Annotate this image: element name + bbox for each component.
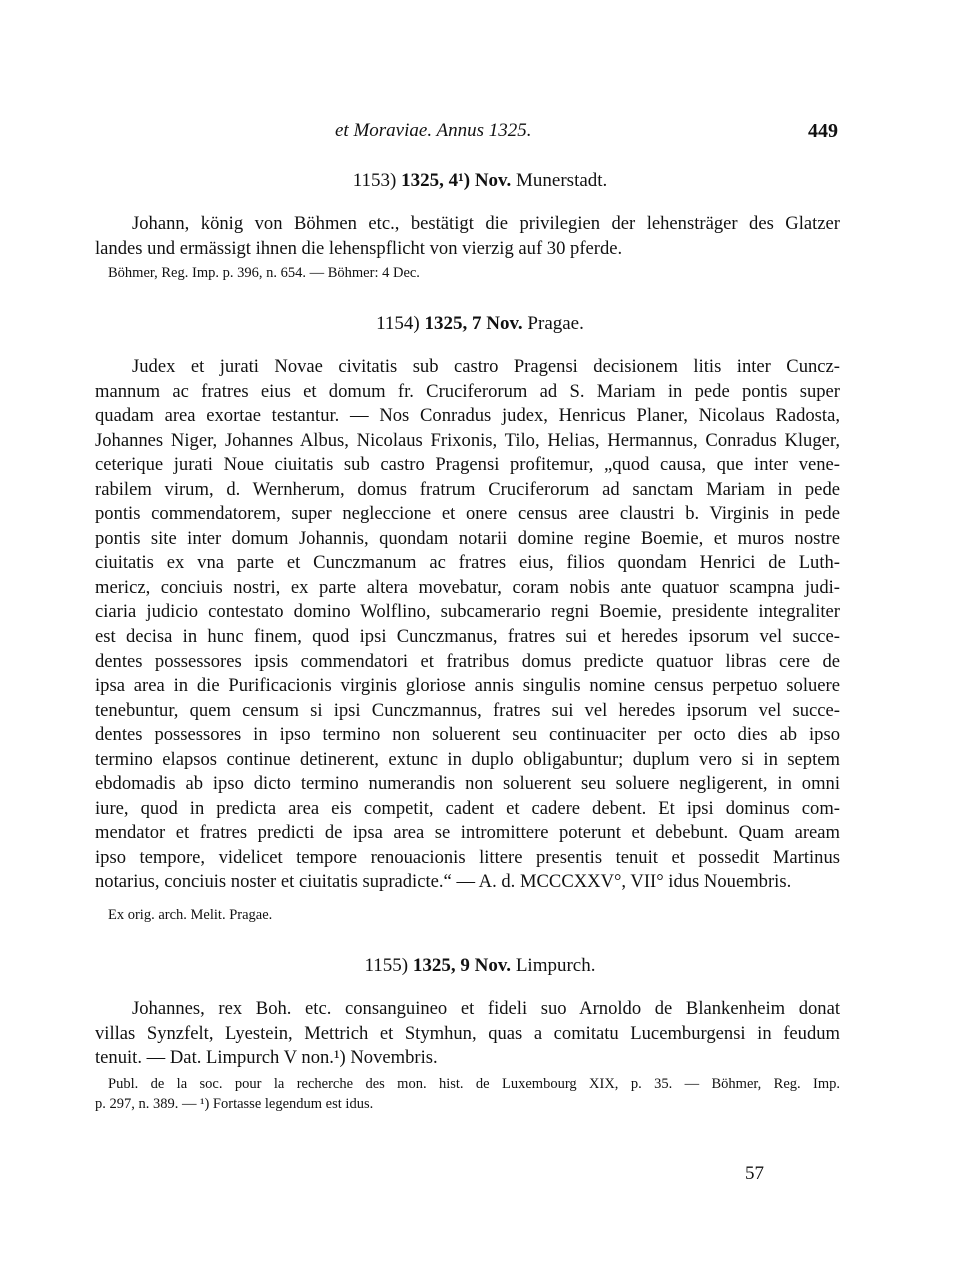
page-header <box>0 120 960 150</box>
text-line: est decisa in hunc finem, quod ipsi Cunczmanus, fratres sui et heredes ipsorum vel succe- <box>95 626 840 648</box>
text-line: Judex et jurati Novae civitatis sub castro Pragensi decisionem litis inter Cuncz- <box>132 356 840 377</box>
text-line: pontis site inter domum Johannis, quondam notarii domine regine Boemie, et muros nostre <box>95 527 840 549</box>
entry-date: 1325, 7 Nov. <box>424 313 523 334</box>
page-number: 449 <box>808 120 838 142</box>
text-line: tenebuntur, quem censum si ipsi Cunczmannus, fratres sui vel heredes ipsorum vel succe- <box>95 699 840 721</box>
text-line: tenuit. — Dat. Limpurch V non.¹) Novembris. <box>95 1047 438 1069</box>
entry-note-1154 <box>95 905 840 925</box>
text-line: quadam area exortae testantur. — Nos Conradus judex, Henricus Planer, Nicolaus Radosta, <box>95 405 840 427</box>
text-line: dentes possessores in ipso termino non soluerent seu continuaciter per octo dies ab ipso <box>95 724 840 746</box>
entry-number: 1155) <box>364 955 409 976</box>
text-line: pontis commendatorem, super negleccione et onere census aree claustri b. Virginis in pede <box>95 503 840 525</box>
entry-text-1153 <box>95 212 840 261</box>
entry-heading-1154 <box>0 313 960 335</box>
text-line: termino elapsos continue detinerent, extunc in duplo obligabuntur; duplum vero si in septem <box>95 748 840 770</box>
text-line: notarius, conciuis noster et ciuitatis supradicte.“ — A. d. MCCCXXV°, VII° idus Nouembris. <box>95 871 792 893</box>
text-line: dentes possessores ipsis commendatori et fratribus domus predicte quatuor libras cere de <box>95 650 840 672</box>
text-line: mannum ac fratres eius et domum fr. Cruciferorum ad S. Mariam in pede pontis super <box>95 380 840 402</box>
text-line: mericz, conciuis nostri, ex parte altera movebatur, coram nobis ante quatuor scampna judi- <box>95 576 840 598</box>
text-line: ebdomadis ab ipso dicto termino numerandis non soluerent seu soluere negligerent, in omni <box>95 773 840 795</box>
entry-number: 1153) <box>352 170 397 191</box>
signature-number: 57 <box>745 1163 764 1184</box>
text-line: ipso tempore, videlicet tempore renouacionis littere presentis tenuit et possedit Martinus <box>95 846 840 868</box>
running-title: et Moraviae. Annus 1325. <box>335 120 532 141</box>
entry-heading-1155 <box>0 955 960 977</box>
text-line: ciaria judicio contestato domino Wolflino, subcamerario regni Boemie, presidente integraliter <box>95 601 840 623</box>
note-line: Ex orig. arch. Melit. Pragae. <box>108 907 273 923</box>
text-line: ipsa area in die Purificacionis virginis gloriose annis singulis nomine census perpetuo soluere <box>95 675 840 697</box>
text-line: Johannes Niger, Johannes Albus, Nicolaus Frixonis, Tilo, Helias, Hermannus, Conradus Kluger, <box>95 429 840 451</box>
text-line: iure, quod in predicta area eis competit, cadent et cadere debent. Et ipsi dominus com- <box>95 797 840 819</box>
entry-place: Pragae. <box>527 313 584 334</box>
note-line: Böhmer, Reg. Imp. p. 396, n. 654. — Böhmer: 4 Dec. <box>108 265 420 281</box>
entry-text-1154 <box>95 355 840 895</box>
text-line: ciuitatis ex vna parte et Cunczmanum ac fratres eius, filios quondam Henrici de Luth- <box>95 552 840 574</box>
text-line: villas Synzfelt, Lyestein, Mettrich et Stymhun, quas a comitatu Lucemburgensi in feudum <box>95 1022 840 1044</box>
text-line: Johannes, rex Boh. etc. consanguineo et fideli suo Arnoldo de Blankenheim donat <box>132 998 840 1019</box>
entry-date: 1325, 9 Nov. <box>412 955 512 976</box>
text-line: Johann, könig von Böhmen etc., bestätigt die privilegien der lehensträger des Glatzer <box>132 213 840 234</box>
text-line: landes und ermässigt ihnen die lehenspflicht von vierzig auf 30 pferde. <box>95 237 623 259</box>
note-line: Publ. de la soc. pour la recherche des mon. hist. de Luxembourg XIX, p. 35. — Böhmer, Reg. Imp. <box>108 1076 840 1092</box>
entry-date: 1325, 4¹) Nov. <box>401 170 512 191</box>
text-line: ceterique jurati Noue ciuitatis sub castro Pragensi profitemur, „quod causa, que inter vene- <box>95 454 840 476</box>
entry-place: Limpurch. <box>515 955 596 976</box>
text-line: rabilem virum, d. Wernherum, domus fratrum Cruciferorum ad sanctam Mariam in pede <box>95 478 840 500</box>
entry-text-1155 <box>95 997 840 1071</box>
entry-note-1153 <box>95 263 840 283</box>
text-line: mendator et fratres predicti de ipsa area se intromittere poterunt et debebunt. Quam aream <box>95 822 840 844</box>
entry-heading-1153 <box>0 170 960 192</box>
entry-place: Munerstadt. <box>516 170 608 191</box>
note-line: p. 297, n. 389. — ¹) Fortasse legendum est idus. <box>95 1096 374 1112</box>
entry-note-1155 <box>95 1074 840 1114</box>
entry-number: 1154) <box>376 313 420 334</box>
